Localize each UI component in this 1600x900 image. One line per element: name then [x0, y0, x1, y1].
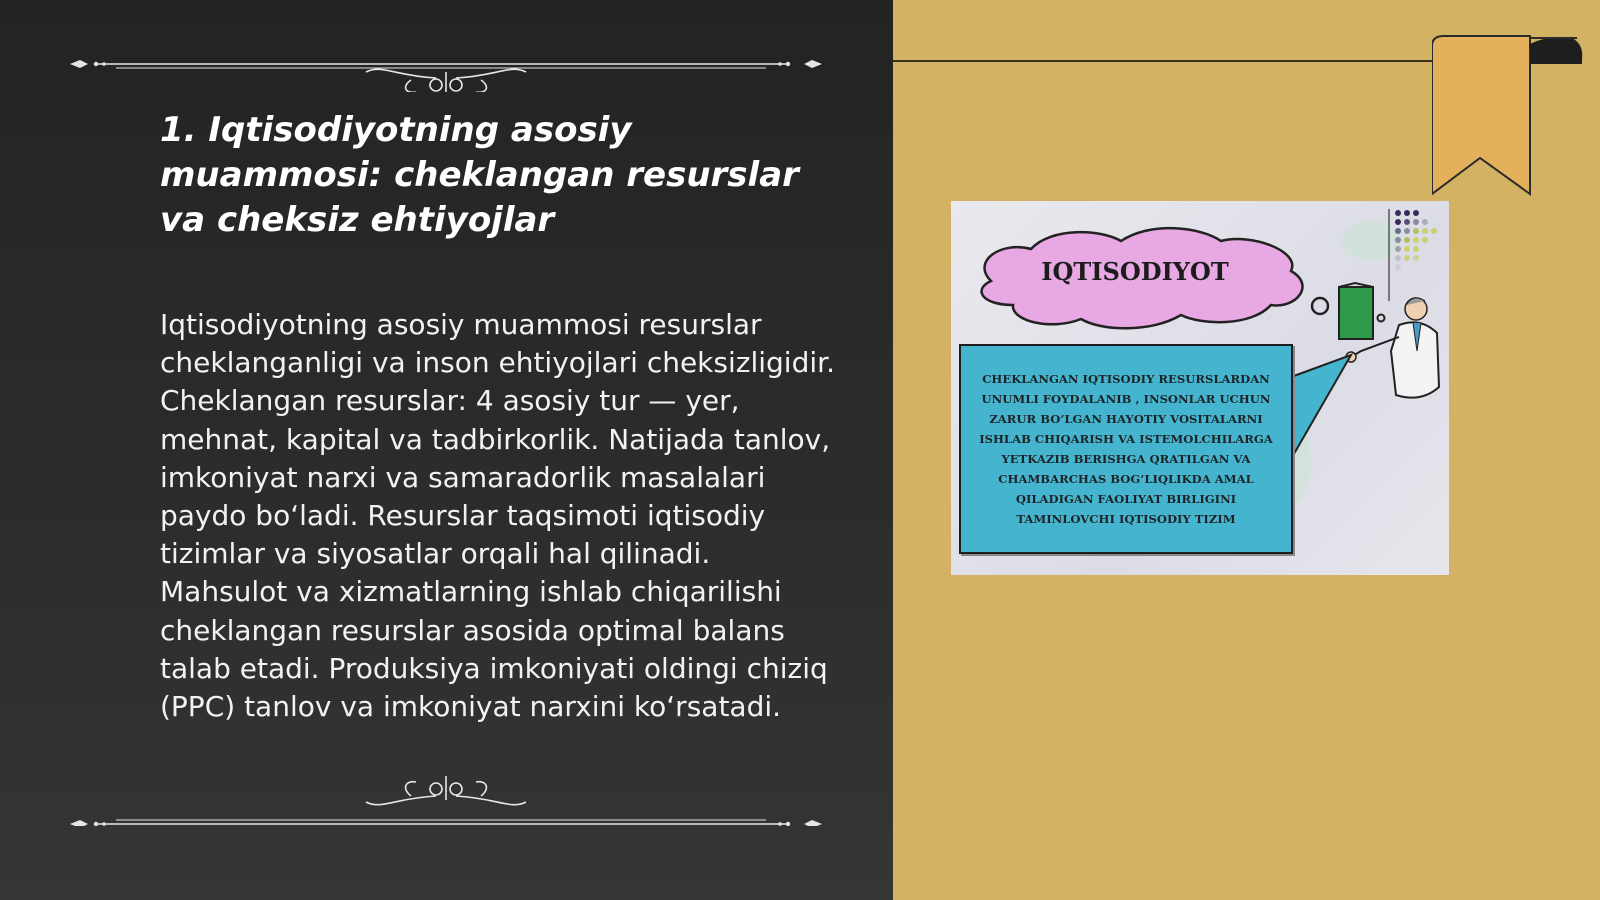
definition-box: [959, 344, 1293, 554]
slide-body-text: Iqtisodiyotning asosiy muammosi resurslar cheklanganligi va inson ehtiyojlari cheksizligidir. Cheklangan resurslar: 4 asosiy tur — yer, mehnat, kapital va tadbirkorlik. Natijada tanlov, imkoniyat narxi va samaradorlik masalalari paydo bo‘ladi. Resurslar taqsimoti iqtisodiy tizimlar va siyosatlar orqali hal qilinadi. Mahsulot va xizmatlarning ishlab chiqarilishi cheklangan resurslar asosida optimal balans talab etadi. Produksiya imkoniyati oldingi chiziq (PPC) tanlov va imkoniyat narxini ko‘rsatadi.: [160, 308, 835, 724]
slide-title: 1. Iqtisodiyotning asosiy muammosi: cheklangan resurslar va cheksiz ehtiyojlar: [160, 110, 799, 240]
cloud-label: IQTISODIYOT: [1041, 257, 1229, 286]
economy-illustration: [951, 201, 1449, 575]
bookmark-ribbon-icon: [1432, 34, 1600, 200]
header-rule: [893, 60, 1438, 62]
bottom-ornament-divider: [66, 776, 826, 826]
definition-text: CHEKLANGAN IQTISODIY RESURSLARDAN UNUMLI FOYDALANIB , INSONLAR UCHUN ZARUR BO’LGAN HAYOTIY VOSITALARNI ISHLAB CHIQARISH VA ISTEMOLCHILARGA YETKAZIB BERISHGA QRATILGAN VA CHAMBARCHAS BOG’LIQLIKDA AMAL QILADIGAN FAOLIYAT BIRLIGINI TAMINLOVCHI IQTISODIY TIZIM: [979, 372, 1273, 526]
dot-grid-icon: [1395, 210, 1437, 270]
top-ornament-divider: [66, 42, 826, 92]
